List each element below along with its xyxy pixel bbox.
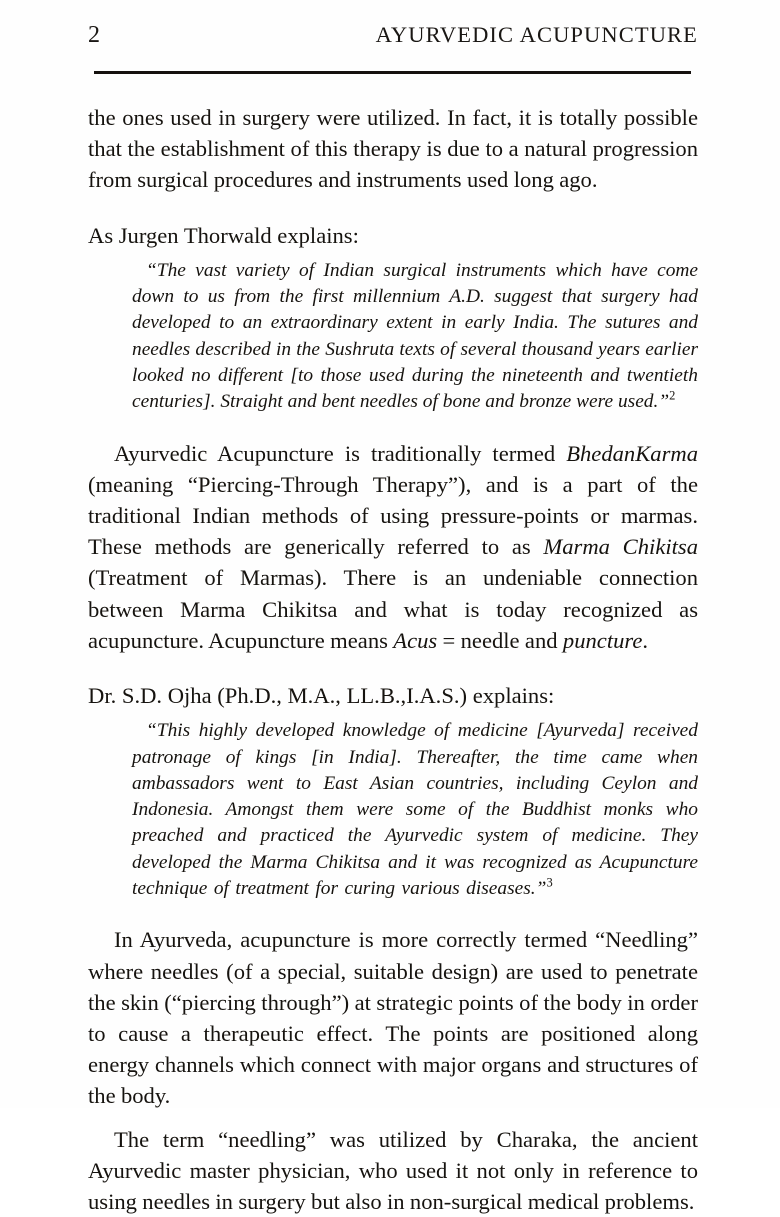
blockquote-thorwald-text: “The vast variety of Indian surgical instruments which have come down to us from the first millennium A.D. suggest that surgery had developed to an extraordinary extent in early India. The sutures and needles described in the Sushruta texts of several thousand years earlier looked no different [to those used during the nineteenth and twentieth centuries]. Straight and bent needles of bone and bronze were used.” [132,259,698,413]
term-puncture: puncture [562,627,643,653]
blockquote-thorwald [132,258,698,416]
para2-seg5: . [642,627,649,653]
footnote-marker-2: 2 [669,388,676,403]
body-text-column [88,102,698,1217]
paragraph-charaka: The term “needling” was utilized by Charaka, the ancient Ayurvedic master physician, who used it not only in reference to using needles in surgery but also in non-surgical medical problems. [88,1126,698,1214]
running-title: AYURVEDIC ACUPUNCTURE [375,22,698,47]
page-number: 2 [88,22,101,48]
blockquote-ojha-text: “This highly developed knowledge of medicine [Ayurveda] received patronage of kings [in India]. Thereafter, the time came when ambassadors went to East Asian countries, including Ceylon and Indonesia. Amongst them were some of the Buddhist monks who preached and practiced the Ayurvedic system of medicine. They developed the Marma Chikitsa and it was recognized as Acupuncture technique of treatment for curing various diseases.” [132,720,698,899]
quote-attribution-thorwald: As Jurgen Thorwald explains: [88,222,359,248]
quote-attribution-ojha: Dr. S.D. Ojha (Ph.D., M.A., LL.B.,I.A.S.) explains: [88,683,555,709]
blockquote-ojha [132,718,698,902]
paragraph-bhedankarma [88,438,698,656]
header-divider-rule [94,71,691,74]
paragraph-continued: the ones used in surgery were utilized. In fact, it is totally possible that the establishment of this therapy is due to a natural progression from surgical procedures and instruments used long ago. [88,105,698,193]
para2-seg2: (meaning “Piercing-Through Therapy”), and is a part of the traditional Indian methods of using pressure-points or marmas. These methods are generically referred to as [88,471,698,560]
paragraph-needling: In Ayurveda, acupuncture is more correctly termed “Needling” where needles (of a special, suitable design) are used to penetrate the skin (“piercing through”) at strategic points of the body in order to cause a therapeutic effect. The points are positioned along energy channels which connect with major organs and structures of the body. [88,927,698,1109]
para2-seg1: Ayurvedic Acupuncture is traditionally termed [114,440,567,466]
footnote-marker-3: 3 [546,875,553,890]
para2-seg3: (Treatment of Marmas). There is an undeniable connection between Marma Chikitsa and what is today recognized as acupuncture. Acupuncture means [88,565,698,653]
term-marma-chikitsa: Marma Chikitsa [543,534,698,560]
term-acus: Acus [393,627,438,653]
para2-seg4: = needle and [437,627,563,653]
term-bhedankarma: BhedanKarma [566,440,698,466]
running-head [88,22,698,49]
